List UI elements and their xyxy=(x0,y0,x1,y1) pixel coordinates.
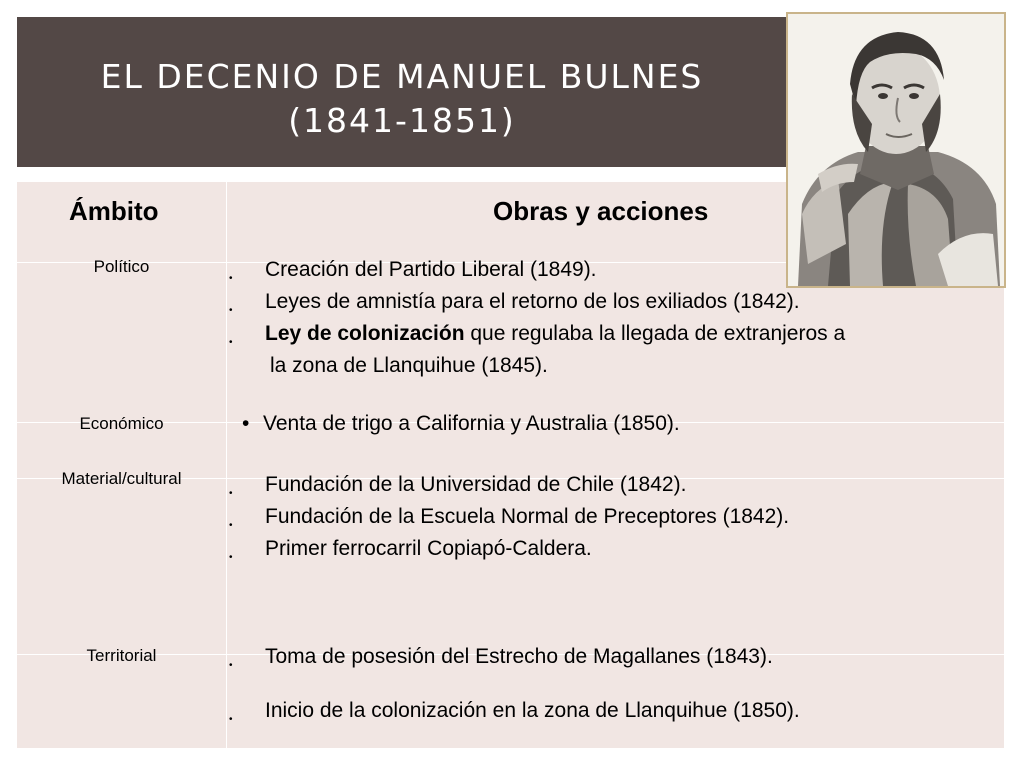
list-item: • Leyes de amnistía para el retorno de los exiliados (1842). xyxy=(227,286,845,318)
list-item: • Fundación de la Universidad de Chile (1842). xyxy=(227,469,789,501)
slide-title xyxy=(17,55,787,143)
portrait-image xyxy=(786,12,1006,288)
category-territorial: Territorial xyxy=(86,646,157,665)
title-bar xyxy=(17,17,787,167)
list-item: • Venta de trigo a California y Australia (1850). xyxy=(227,408,680,440)
category-economico: Económico xyxy=(79,414,164,433)
list-item: • Inicio de la colonización en la zona de Llanquihue (1850). xyxy=(227,695,800,727)
category-material-cultural: Material/cultural xyxy=(61,469,182,488)
bullet-icon: • xyxy=(242,412,250,435)
list-item: • Ley de colonización que regulaba la llegada de extranjeros a la zona de Llanquihue (1845). xyxy=(229,322,846,377)
list-economico xyxy=(227,408,680,440)
bullet-icon: • xyxy=(229,714,233,725)
title-line-2: (1841-1851) xyxy=(288,101,516,140)
title-line-1: EL DECENIO DE MANUEL BULNES xyxy=(100,57,704,96)
list-item: • Fundación de la Escuela Normal de Preceptores (1842). xyxy=(227,501,789,533)
list-item: • Primer ferrocarril Copiapó-Caldera. xyxy=(227,533,789,565)
bullet-icon: • xyxy=(229,305,233,316)
bullet-icon: • xyxy=(229,552,233,563)
portrait-drawing xyxy=(788,14,1004,286)
list-material-cultural xyxy=(227,469,789,565)
bullet-icon: • xyxy=(229,660,233,671)
bullet-icon: • xyxy=(229,488,233,499)
header-obras: Obras y acciones xyxy=(493,196,709,226)
list-politico xyxy=(227,254,845,382)
list-territorial xyxy=(227,641,800,727)
list-item: • Creación del Partido Liberal (1849). xyxy=(227,254,845,286)
bullet-icon: • xyxy=(229,273,233,284)
bullet-icon: • xyxy=(229,337,233,348)
category-politico: Político xyxy=(93,257,150,276)
header-ambito: Ámbito xyxy=(69,196,159,226)
bullet-icon: • xyxy=(229,520,233,531)
list-item: • Toma de posesión del Estrecho de Magallanes (1843). xyxy=(227,641,800,673)
